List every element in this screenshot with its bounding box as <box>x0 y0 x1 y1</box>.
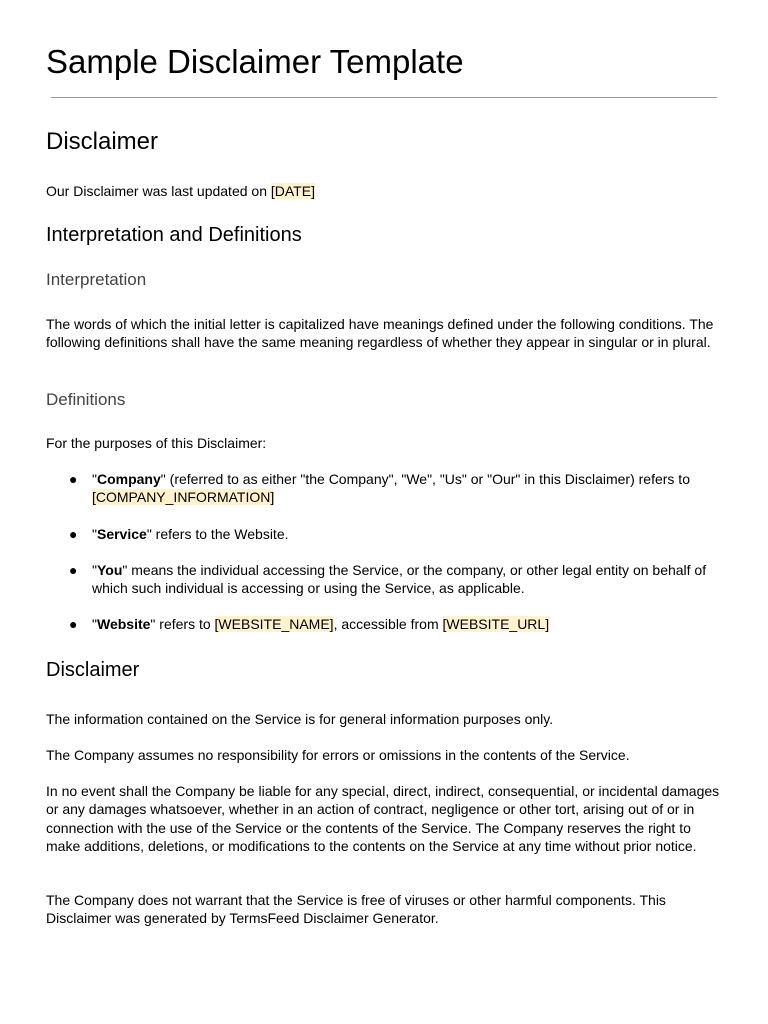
heading-interpretation-definitions: Interpretation and Definitions <box>46 224 302 246</box>
disclaimer-paragraph-2: The Company assumes no responsibility for errors or omissions in the contents of the Service. <box>46 747 630 763</box>
quote-close: " <box>122 561 128 578</box>
bullet-dot: ● <box>69 471 78 487</box>
website-url-placeholder: [WEBSITE_URL] <box>442 616 550 633</box>
quote-close: " <box>150 616 156 633</box>
last-updated-prefix: Our Disclaimer was last updated on <box>46 183 271 199</box>
term-you: You <box>96 561 123 578</box>
heading-interpretation: Interpretation <box>46 270 147 289</box>
definition-service-text: refers to the Website. <box>151 525 289 542</box>
interpretation-paragraph: The words of which the initial letter is capitalized have meanings defined under the following conditions. The following definitions shall have the same meaning regardless of whether they appear in singular or in plural. <box>46 316 714 351</box>
website-name-placeholder: [WEBSITE_NAME] <box>214 616 334 633</box>
bullet-dot: ● <box>69 616 78 633</box>
term-service: Service <box>96 525 147 542</box>
definition-website-text-before: refers to <box>155 616 215 633</box>
quote-close: " <box>160 471 166 487</box>
quote-open: " <box>92 616 97 633</box>
definitions-intro: For the purposes of this Disclaimer: <box>46 435 267 451</box>
quote-close: " <box>146 525 152 542</box>
bullet-dot: ● <box>69 525 78 542</box>
title-divider <box>51 97 717 98</box>
disclaimer-paragraph-4: The Company does not warrant that the Service is free of viruses or other harmful components. This Disclaimer was generated by TermsFeed Disclaimer Generator. <box>46 892 666 927</box>
bullet-dot: ● <box>69 561 78 578</box>
definition-you-text: means the individual accessing the Service, or the company, or other legal entity on behalf of which such individual is accessing or using the Service, as applicable. <box>92 561 707 597</box>
term-company: Company <box>96 471 161 487</box>
last-updated-line <box>46 182 722 200</box>
quote-open: " <box>92 561 97 578</box>
heading-disclaimer: Disclaimer <box>46 659 140 681</box>
disclaimer-paragraph-1: The information contained on the Service is for general information purposes only. <box>46 711 554 727</box>
heading-definitions: Definitions <box>46 390 126 409</box>
company-information-placeholder: [COMPANY_INFORMATION] <box>92 489 275 506</box>
definitions-list <box>46 470 722 652</box>
definition-company <box>46 470 722 507</box>
definition-website-text-middle: , accessible from <box>333 616 443 633</box>
definition-service <box>46 525 722 543</box>
quote-open: " <box>92 471 97 487</box>
term-website: Website <box>96 616 151 633</box>
date-placeholder: [DATE] <box>270 183 315 199</box>
document-title: Sample Disclaimer Template <box>46 43 464 80</box>
quote-open: " <box>92 525 97 542</box>
disclaimer-paragraph-3: In no event shall the Company be liable for any special, direct, indirect, consequential, or incidental damages or any damages whatsoever, whether in an action of contract, negligence or other tort, arising out of or in connection with the use of the Service or the contents of the Service. The Company reserves the right to make additions, deletions, or modifications to the contents on the Service at any time without prior notice. <box>46 783 720 854</box>
heading-disclaimer-main: Disclaimer <box>46 128 159 155</box>
definition-you <box>46 561 722 598</box>
definition-website <box>46 615 722 633</box>
definition-company-text: (referred to as either "the Company", "We", "Us" or "Our" in this Disclaimer) refers to <box>165 471 690 487</box>
